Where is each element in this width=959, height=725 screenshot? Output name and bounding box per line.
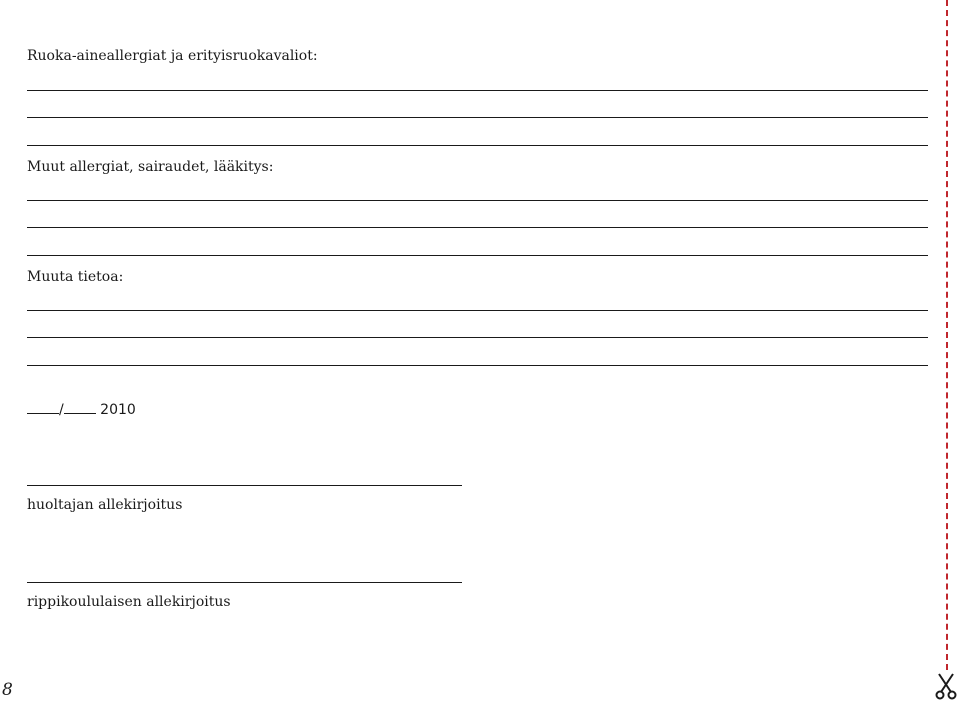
scissors-icon bbox=[934, 672, 958, 700]
food-allergies-line-1[interactable] bbox=[27, 90, 928, 91]
misc-info-label: Muuta tietoa: bbox=[27, 269, 124, 285]
date-separator: / bbox=[59, 402, 64, 418]
page-number: 8 bbox=[2, 680, 13, 700]
other-allergies-line-1[interactable] bbox=[27, 200, 928, 201]
cut-line bbox=[946, 0, 948, 670]
misc-info-line-1[interactable] bbox=[27, 310, 928, 311]
food-allergies-label: Ruoka-aineallergiat ja erityisruokavaliot: bbox=[27, 48, 318, 64]
food-allergies-line-3[interactable] bbox=[27, 145, 928, 146]
confirmand-signature-line[interactable] bbox=[27, 582, 462, 583]
other-allergies-line-3[interactable] bbox=[27, 255, 928, 256]
guardian-signature-label: huoltajan allekirjoitus bbox=[27, 497, 183, 513]
guardian-signature-line[interactable] bbox=[27, 485, 462, 486]
misc-info-line-3[interactable] bbox=[27, 365, 928, 366]
date-year: 2010 bbox=[100, 402, 136, 418]
date-month-blank[interactable] bbox=[64, 399, 96, 414]
other-allergies-label: Muut allergiat, sairaudet, lääkitys: bbox=[27, 159, 274, 175]
date-day-blank[interactable] bbox=[27, 399, 59, 414]
other-allergies-line-2[interactable] bbox=[27, 227, 928, 228]
misc-info-line-2[interactable] bbox=[27, 337, 928, 338]
food-allergies-line-2[interactable] bbox=[27, 117, 928, 118]
date-field bbox=[27, 399, 136, 419]
confirmand-signature-label: rippikoululaisen allekirjoitus bbox=[27, 594, 231, 610]
